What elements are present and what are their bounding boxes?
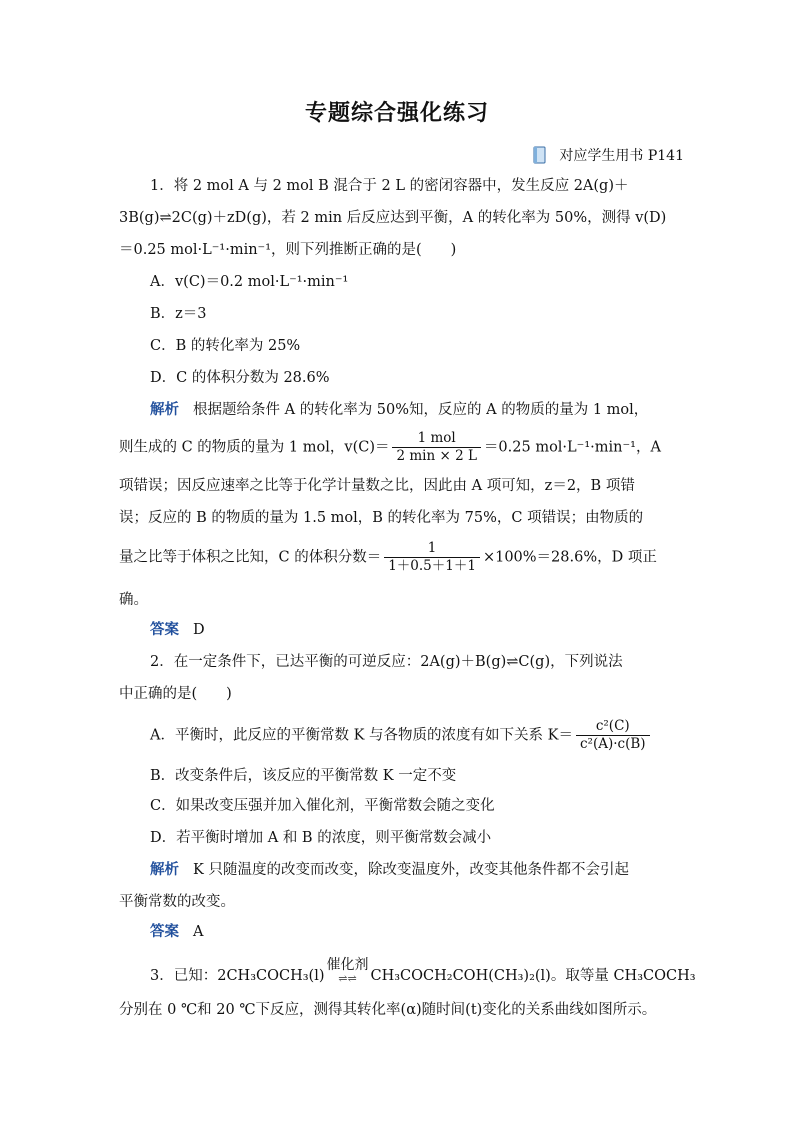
reference-note (533, 145, 684, 165)
q1-line-2: 3B(g)⇌2C(g)＋zD(g)，若 2 min 后反应达到平衡，A 的转化率为 50%，测得 v(D) (119, 210, 667, 226)
q1-analysis-text-2a: 则生成的 C 的物质的量为 1 mol，v(C)＝ (119, 439, 390, 456)
q1-option-d: D．C 的体积分数为 28.6% (150, 370, 330, 386)
q2-option-c: C．如果改变压强并加入催化剂，平衡常数会随之变化 (150, 798, 495, 814)
fraction-numerator: 1 (427, 540, 437, 556)
page-title: 专题综合强化练习 (304, 100, 489, 126)
q1-answer: D (193, 622, 205, 638)
q1-option-b: B．z＝3 (150, 306, 207, 322)
q1-analysis-line-3: 项错误；因反应速率之比等于化学计量数之比，因此由 A 项可知，z＝2，B 项错 (119, 478, 635, 494)
q1-analysis-text-1: 根据题给条件 A 的转化率为 50%知，反应的 A 的物质的量为 1 mol， (193, 402, 649, 418)
q2-analysis-line-1 (150, 860, 706, 880)
q3-text-1b: CH₃COCH₂COH(CH₃)₂(l)。取等量 CH₃COCH₃ (370, 968, 696, 984)
q1-analysis-line-1 (150, 400, 706, 420)
q1-line-1: 1．将 2 mol A 与 2 mol B 混合于 2 L 的密闭容器中，发生反应 2A(g)＋ (150, 178, 629, 194)
q1-analysis-line-2 (119, 430, 675, 465)
q2-answer-label: 答案 (150, 923, 179, 940)
q2-line-1: 2．在一定条件下，已达平衡的可逆反应：2A(g)＋B(g)⇌C(g)，下列说法 (150, 654, 623, 670)
q3-line-2: 分别在 0 ℃和 20 ℃下反应，测得其转化率(α)随时间(t)变化的关系曲线如图所示。 (119, 1002, 657, 1018)
q1-line-3: ＝0.25 mol·L⁻¹·min⁻¹，则下列推断正确的是( ) (119, 242, 457, 258)
q2-option-a (150, 718, 706, 753)
q1-volume-fraction (384, 540, 480, 575)
q2-analysis-label: 解析 (150, 861, 179, 878)
q2-option-d: D．若平衡时增加 A 和 B 的浓度，则平衡常数会减小 (150, 830, 492, 846)
fraction-numerator: c²(C) (595, 718, 630, 734)
q2-answer: A (193, 924, 204, 940)
q1-answer-line (150, 620, 706, 640)
q2-k-fraction (576, 718, 650, 753)
fraction-denominator: c²(A)·c(B) (576, 735, 650, 753)
q3-line-1 (150, 958, 706, 986)
q1-analysis-text-2b: ＝0.25 mol·L⁻¹·min⁻¹，A (483, 439, 661, 456)
q1-option-a: A．v(C)＝0.2 mol·L⁻¹·min⁻¹ (150, 274, 349, 290)
q1-answer-label: 答案 (150, 621, 179, 638)
q1-analysis-label: 解析 (150, 401, 179, 418)
q1-rate-fraction (392, 430, 480, 465)
q2-answer-line (150, 922, 706, 942)
q2-option-a-text: A．平衡时，此反应的平衡常数 K 与各物质的浓度有如下关系 K＝ (150, 727, 573, 744)
q2-line-2: 中正确的是( ) (119, 686, 232, 702)
q1-analysis-line-4: 误；反应的 B 的物质的量为 1.5 mol，B 的转化率为 75%，C 项错误；由物质的 (119, 510, 644, 526)
q1-analysis-line-5 (119, 540, 675, 575)
q1-analysis-line-6: 确。 (119, 592, 148, 608)
fraction-denominator: 1＋0.5＋1＋1 (384, 557, 480, 575)
fraction-numerator: 1 mol (417, 430, 456, 446)
reversible-arrow-icon: ⇌⇌ (338, 972, 357, 985)
q1-option-c: C．B 的转化率为 25% (150, 338, 301, 354)
q2-option-b: B．改变条件后，该反应的平衡常数 K 一定不变 (150, 768, 457, 784)
catalyst-arrow (327, 958, 369, 986)
q2-analysis-line-2: 平衡常数的改变。 (119, 894, 235, 910)
q2-analysis-text-1: K 只随温度的改变而改变，除改变温度外，改变其他条件都不会引起 (193, 862, 629, 878)
catalyst-label: 催化剂 (326, 957, 369, 973)
fraction-denominator: 2 min × 2 L (392, 447, 480, 465)
book-icon (533, 146, 547, 164)
q1-analysis-text-5b: ×100%＝28.6%，D 项正 (482, 549, 657, 566)
reference-text: 对应学生用书 P141 (559, 148, 684, 164)
q1-analysis-text-5a: 量之比等于体积之比知，C 的体积分数＝ (119, 549, 382, 566)
q3-text-1a: 3．已知：2CH₃COCH₃(l) (150, 968, 325, 984)
